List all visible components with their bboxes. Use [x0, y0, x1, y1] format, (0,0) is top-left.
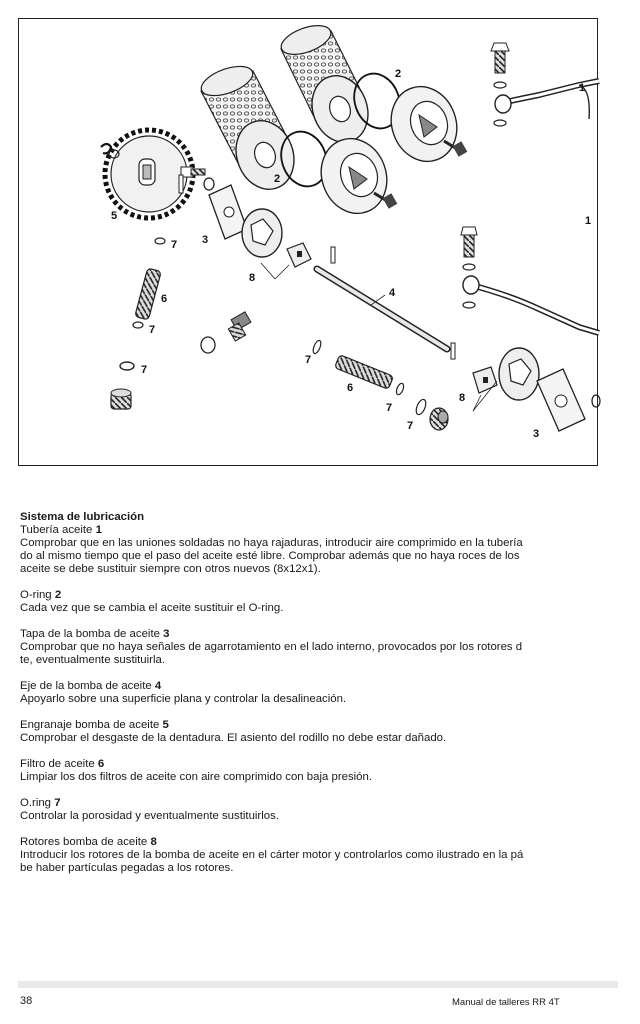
drain-plug — [228, 312, 251, 341]
entry-3 — [20, 628, 640, 667]
entry-number: 3 — [163, 628, 170, 640]
lubrication-system-diagram — [19, 19, 599, 467]
callout-1-upper: 1 — [579, 82, 586, 94]
callout-7-f: 7 — [407, 420, 414, 432]
section-title: Sistema de lubricación — [20, 511, 145, 523]
entry-heading — [20, 836, 640, 849]
entry-body-line: Introducir los rotores de la bomba de aceite en el cárter motor y controlarlos como ilustrado en la pá — [20, 849, 524, 861]
entry-8 — [20, 836, 640, 875]
entry-heading — [20, 524, 640, 537]
lubrication-text — [20, 511, 640, 888]
inner-rotor-upper — [287, 243, 311, 267]
entry-body-line: Apoyarlo sobre una superficie plana y controlar la desalineación. — [20, 693, 347, 705]
filter-cover-upper — [381, 77, 467, 170]
entry-number: 5 — [162, 719, 169, 731]
entry-body-line: Comprobar que no haya señales de agarrotamiento en el lado interno, provocados por los rotores d — [20, 641, 523, 653]
entry-heading-text: Filtro de aceite — [20, 758, 95, 770]
callout-8-upper: 8 — [249, 272, 256, 284]
oil-filter-lower — [198, 60, 304, 197]
footer-bar — [18, 981, 618, 988]
inner-rotor-lower — [473, 367, 497, 393]
callout-7-e: 7 — [386, 402, 393, 414]
callout-3-left: 3 — [202, 234, 209, 246]
callout-7-c: 7 — [141, 364, 148, 376]
banjo-fitting-upper — [495, 95, 511, 113]
entry-body-line: Controlar la porosidad y eventualmente sustituirlos. — [20, 810, 279, 822]
callout-8-lower: 8 — [459, 392, 466, 404]
entry-heading-text: Tubería aceite — [20, 524, 93, 536]
callout-6-left: 6 — [161, 293, 168, 305]
callout-6-right: 6 — [347, 382, 354, 394]
gear-screw — [181, 167, 205, 177]
oil-pump-shaft — [317, 269, 447, 349]
callout-4: 4 — [389, 287, 396, 299]
entry-heading — [20, 758, 640, 771]
entry-heading — [20, 589, 640, 602]
entry-number: 1 — [95, 524, 102, 536]
entry-7 — [20, 797, 640, 823]
entry-body-line: Comprobar que en las uniones soldadas no haya rajaduras, introducir aire comprimido en la tubería — [20, 537, 523, 549]
entry-number: 2 — [54, 589, 62, 601]
callout-7-a: 7 — [171, 239, 178, 251]
entry-heading-text: Engranaje bomba de aceite — [20, 719, 160, 731]
entry-body-line: aceite se debe sustituir siempre con otros nuevos (8x12x1). — [20, 563, 321, 575]
entry-heading-text: Eje de la bomba de aceite — [20, 680, 152, 692]
banjo-bolt-upper — [491, 43, 509, 126]
pump-cover-right — [537, 369, 585, 431]
entry-heading — [20, 628, 640, 641]
oil-strainer-left — [135, 268, 161, 320]
entry-body-line: do al mismo tiempo que el paso del aceite esté libre. Comprobar además que no haya roces de los — [20, 550, 520, 562]
page-number: 38 — [20, 995, 33, 1007]
callout-3-right: 3 — [533, 428, 540, 440]
entry-number: 4 — [154, 680, 162, 692]
rotor-upper — [242, 209, 282, 257]
oil-strainer-right — [334, 355, 393, 390]
entry-body-line: Limpiar los dos filtros de aceite con aire comprimido con baja presión. — [20, 771, 373, 783]
callout-7-b: 7 — [149, 324, 156, 336]
entry-body-line: be haber partículas pegadas a los rotores. — [20, 862, 234, 874]
entry-number: 7 — [54, 797, 61, 809]
filter-cover-lower — [311, 129, 397, 222]
entry-body-line: Cada vez que se cambia el aceite sustituir el O-ring. — [20, 602, 284, 614]
entry-heading-text: O-ring — [20, 589, 52, 601]
screw-plug-right — [430, 408, 448, 430]
entry-heading-text: Rotores bomba de aceite — [20, 836, 148, 848]
pump-cover-left — [209, 185, 247, 239]
exploded-view-figure — [18, 18, 598, 466]
entry-heading — [20, 680, 640, 693]
entries-list — [20, 524, 640, 875]
footer-title: Manual de talleres RR 4T — [452, 997, 560, 1008]
entry-body-line: te, eventualmente sustituirla. — [20, 654, 165, 666]
screw-plug-left — [111, 389, 131, 409]
entry-heading-text: O.ring — [20, 797, 52, 809]
entry-1 — [20, 524, 640, 576]
callout-7-d: 7 — [305, 354, 312, 366]
banjo-bolt-lower — [461, 227, 477, 308]
callout-2-lower: 2 — [274, 173, 281, 185]
rotor-lower — [499, 348, 539, 400]
entry-number: 6 — [97, 758, 105, 770]
callout-5: 5 — [111, 210, 118, 222]
oil-pump-gear — [105, 130, 193, 218]
entry-number: 8 — [150, 836, 157, 848]
entry-5 — [20, 719, 640, 745]
entry-4 — [20, 680, 640, 706]
entry-body-line: Comprobar el desgaste de la dentadura. El asiento del rodillo no debe estar dañado. — [20, 732, 447, 744]
entry-heading — [20, 719, 640, 732]
entry-2 — [20, 589, 640, 615]
entry-heading — [20, 797, 640, 810]
entry-6 — [20, 758, 640, 784]
entry-heading-text: Tapa de la bomba de aceite — [20, 628, 160, 640]
callout-2-upper: 2 — [395, 68, 402, 80]
callout-1-right: 1 — [585, 215, 592, 227]
oil-filter-upper — [277, 20, 377, 150]
